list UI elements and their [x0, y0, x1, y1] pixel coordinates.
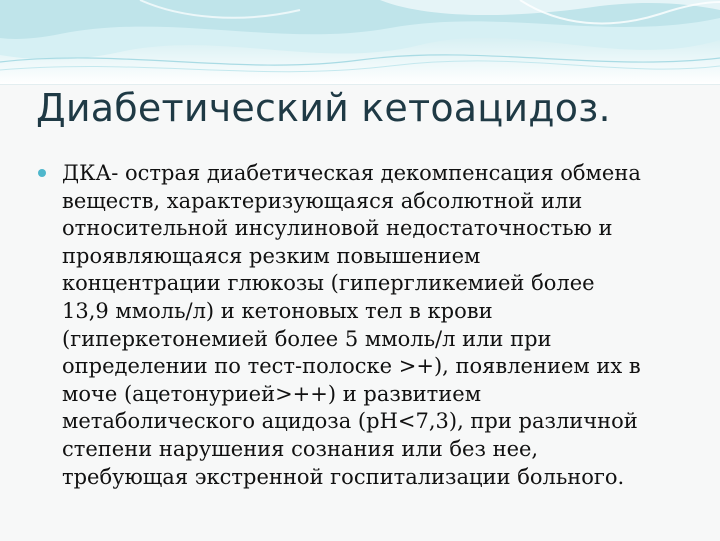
bullet-item	[38, 160, 688, 491]
bullet-line: веществ, характеризующаяся абсолютной или	[62, 188, 583, 213]
bullet-text	[62, 160, 641, 491]
bullet-line: 13,9 ммоль/л) и кетоновых тел в крови	[62, 298, 493, 323]
bullet-line: относительной инсулиновой недостаточностью и	[62, 216, 613, 241]
bullet-line: (гиперкетонемией более 5 ммоль/л или при	[62, 326, 552, 351]
bullet-line: моче (ацетонурией>++) и развитием	[62, 381, 482, 406]
slide-title: Диабетический кетоацидоз.	[36, 86, 611, 130]
bullet-line: определении по тест-полоске >+), появлением их в	[62, 354, 641, 379]
wave-decoration	[0, 0, 720, 84]
bullet-line: метаболического ацидоза (pH<7,3), при различной	[62, 409, 638, 434]
bullet-line: концентрации глюкозы (гипергликемией более	[62, 271, 595, 296]
bullet-dot-icon	[38, 169, 46, 177]
bullet-line: проявляющаяся резким повышением	[62, 243, 481, 268]
bullet-line: ДКА- острая диабетическая декомпенсация обмена	[62, 161, 641, 185]
bullet-line: степени нарушения сознания или без нее,	[62, 436, 539, 461]
decorative-header-band	[0, 0, 720, 84]
bullet-line: требующая экстренной госпитализации больного.	[62, 464, 625, 489]
slide-body	[38, 160, 688, 491]
